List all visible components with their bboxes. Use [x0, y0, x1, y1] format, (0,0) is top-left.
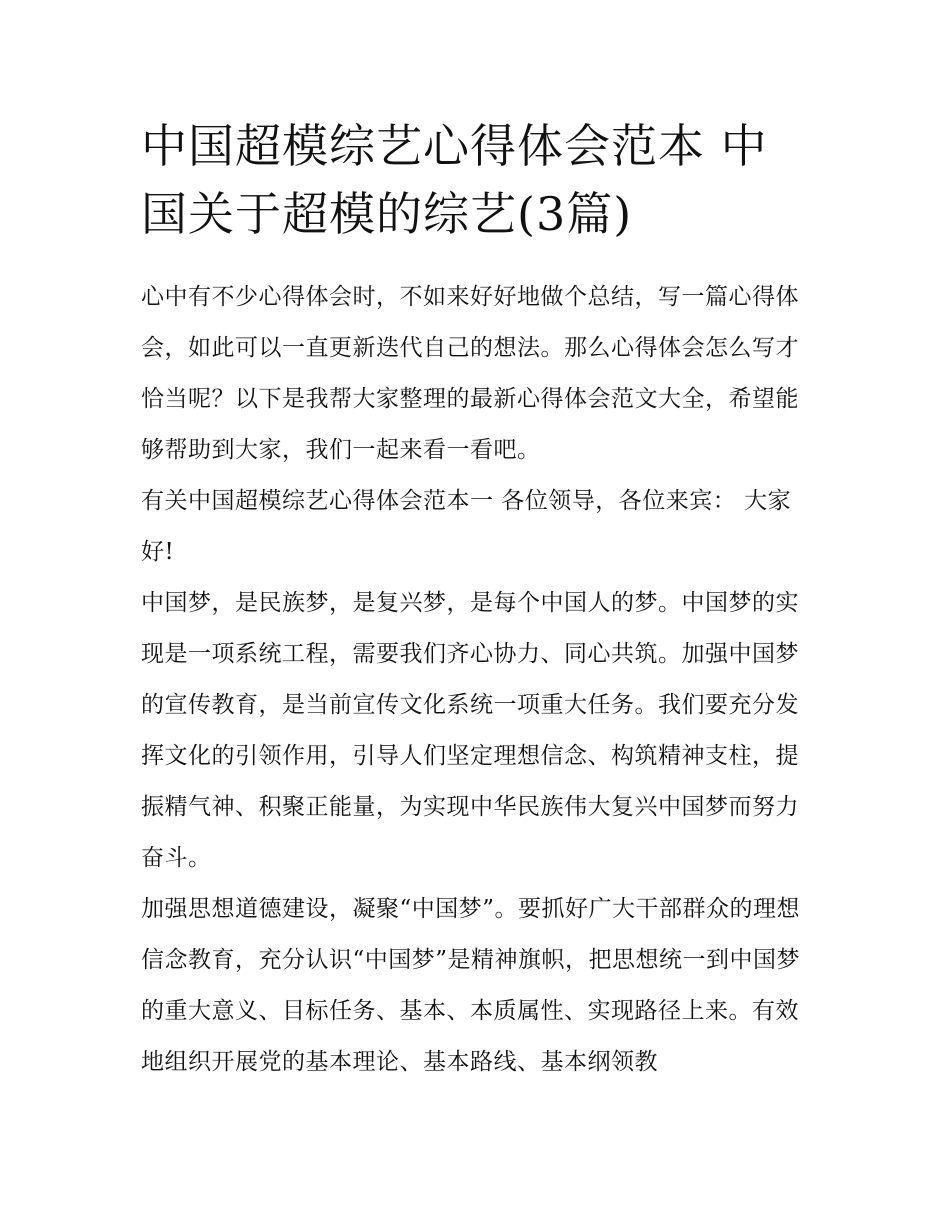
document-title: 中国超模综艺心得体会范本 中国关于超模的综艺(3篇) — [141, 119, 768, 241]
paragraph-moral-construction: 加强思想道德建设，凝聚“中国梦”。要抓好广大干部群众的理想信念教育，充分认识“中国梦”是精神旗帜，把思想统一到中国梦的重大意义、目标任务、基本、本质属性、实现路径上来。有效地组织开展党的基本理论、基本路线、基本纲领教 — [141, 896, 801, 1075]
document-body — [141, 272, 811, 1088]
paragraph-greeting: 有关中国超模综艺心得体会范本一 各位领导，各位来宾： 大家好! — [141, 488, 792, 565]
paragraph-china-dream: 中国梦，是民族梦，是复兴梦，是每个中国人的梦。中国梦的实现是一项系统工程，需要我们齐心协力、同心共筑。加强中国梦的宣传教育，是当前宣传文化系统一项重大任务。我们要充分发挥文化的引领作用，引导人们坚定理想信念、构筑精神支柱，提振精气神、积聚正能量，为实现中华民族伟大复兴中国梦而努力奋斗。 — [141, 590, 799, 871]
paragraph-intro: 心中有不少心得体会时，不如来好好地做个总结，写一篇心得体会，如此可以一直更新迭代自己的想法。那么心得体会怎么写才恰当呢？以下是我帮大家整理的最新心得体会范文大全，希望能够帮助到大家，我们一起来看一看吧。 — [141, 284, 799, 463]
document-content — [141, 112, 811, 1088]
